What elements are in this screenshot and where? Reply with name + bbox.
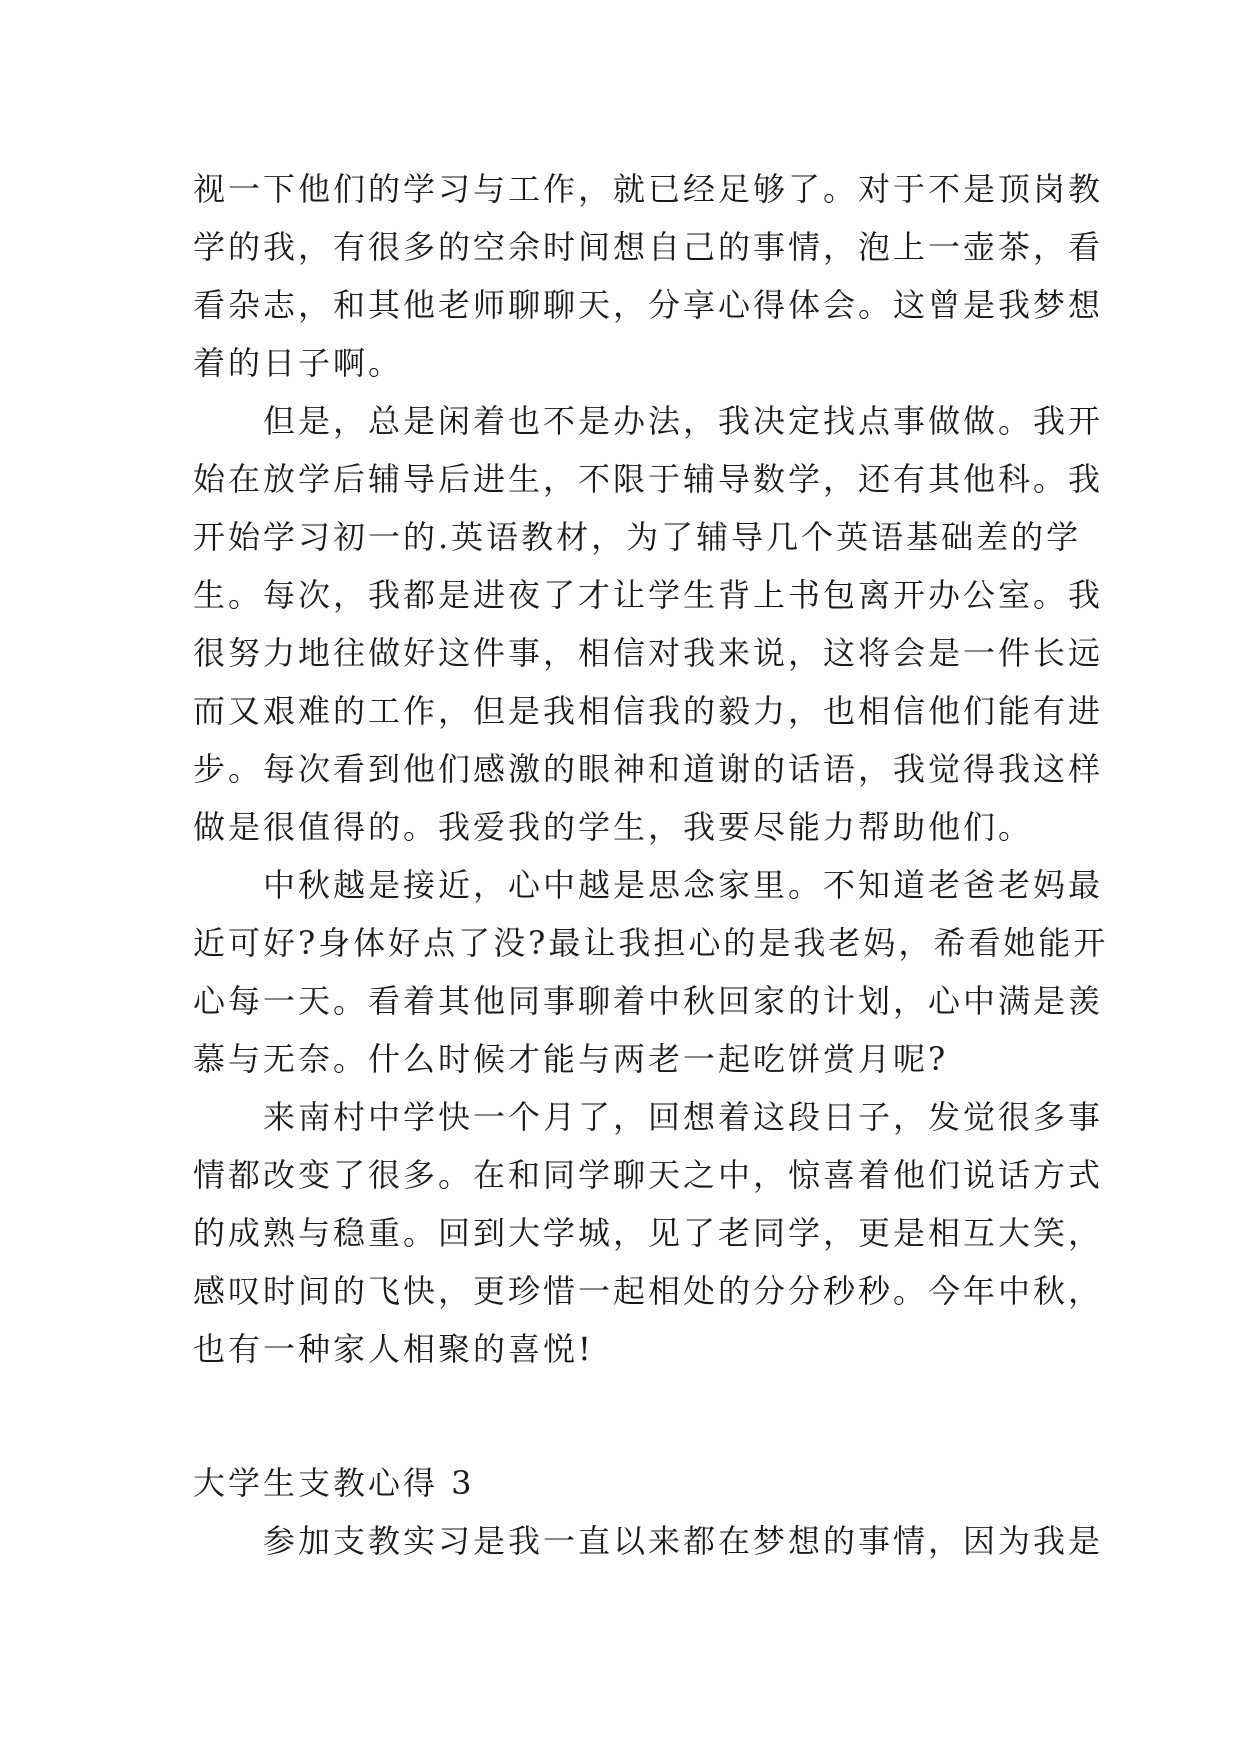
body-line: 慕与无奈。什么时候才能与两老一起吃饼赏月呢?	[193, 1040, 949, 1078]
body-line: 但是，总是闲着也不是办法，我决定找点事做做。我开	[193, 402, 1104, 440]
body-line: 的成熟与稳重。回到大学城，见了老同学，更是相互大笑，	[193, 1214, 1104, 1252]
body-line: 始在放学后辅导后进生，不限于辅导数学，还有其他科。我	[193, 460, 1104, 498]
body-line: 步。每次看到他们感激的眼神和道谢的话语，我觉得我这样	[193, 750, 1104, 788]
body-line: 视一下他们的学习与工作，就已经足够了。对于不是顶岗教	[193, 170, 1104, 208]
body-line: 也有一种家人相聚的喜悦!	[193, 1330, 594, 1368]
body-line: 而又艰难的工作，但是我相信我的毅力，也相信他们能有进	[193, 692, 1104, 730]
body-line: 心每一天。看着其他同事聊着中秋回家的计划，心中满是羡	[193, 982, 1104, 1020]
body-line: 看杂志，和其他老师聊聊天，分享心得体会。这曾是我梦想	[193, 286, 1104, 324]
section-spacer	[193, 1378, 1063, 1454]
body-line: 中秋越是接近，心中越是思念家里。不知道老爸老妈最	[193, 866, 1104, 904]
body-line: 情都改变了很多。在和同学聊天之中，惊喜着他们说话方式	[193, 1156, 1104, 1194]
body-line: 开始学习初一的.英语教材，为了辅导几个英语基础差的学	[193, 518, 1082, 556]
body-line: 参加支教实习是我一直以来都在梦想的事情，因为我是	[193, 1522, 1104, 1560]
body-line: 近可好?身体好点了没?最让我担心的是我老妈，希看她能开	[193, 924, 1109, 962]
body-line: 生。每次，我都是进夜了才让学生背上书包离开办公室。我	[193, 576, 1104, 614]
body-line: 学的我，有很多的空余时间想自己的事情，泡上一壶茶，看	[193, 228, 1104, 266]
body-line: 感叹时间的飞快，更珍惜一起相处的分分秒秒。今年中秋，	[193, 1272, 1104, 1310]
body-line: 很努力地往做好这件事，相信对我来说，这将会是一件长远	[193, 634, 1104, 672]
body-line: 来南村中学快一个月了，回想着这段日子，发觉很多事	[193, 1098, 1104, 1136]
body-line: 着的日子啊。	[193, 344, 404, 382]
body-line: 做是很值得的。我爱我的学生，我要尽能力帮助他们。	[193, 808, 1034, 846]
document-body	[193, 160, 1109, 1570]
section-title: 大学生支教心得 3	[193, 1464, 475, 1502]
